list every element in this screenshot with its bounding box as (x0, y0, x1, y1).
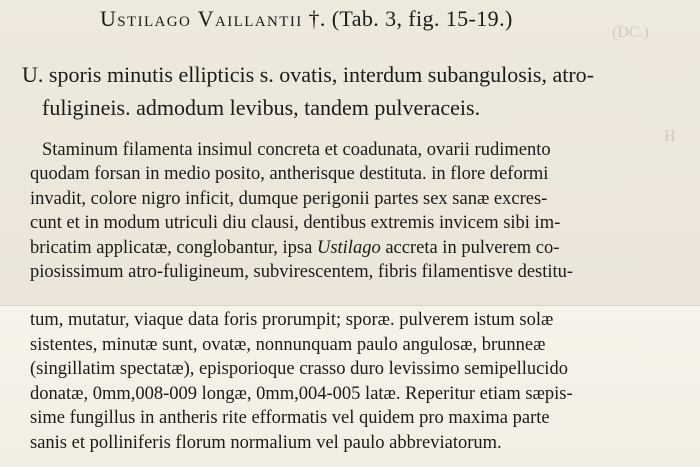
description-line: sistentes, minutæ sunt, ovatæ, nonnunquam paulo angulosæ, brunneæ (30, 335, 546, 355)
species-heading (100, 6, 580, 32)
scan-seam (0, 305, 700, 306)
bleed-through-text: H (664, 128, 676, 145)
description-line: quodam forsan in medio posito, antherisque destituta. in flore deformi (30, 164, 549, 184)
description-line: (singillatim spectatæ), episporioque crasso duro levissimo semipellucido (30, 359, 568, 379)
description-line: donatæ, 0mm,008-009 longæ, 0mm,004-005 latæ. Reperitur etiam sæpis- (30, 384, 573, 404)
description-line (30, 238, 559, 259)
description-line: piosissimum atro-fuligineum, subvirescentem, fibris filamentisve destitu- (30, 262, 574, 282)
plate-reference: †. (Tab. 3, fig. 15-19.) (302, 6, 513, 31)
diagnosis-line: U. sporis minutis ellipticis s. ovatis, interdum subangulosis, atro- (22, 62, 594, 87)
description-line: tum, mutatur, viaque data foris prorumpit; sporæ. pulverem istum solæ (30, 310, 554, 330)
genus-name-italic: Ustilago (316, 238, 381, 258)
description-line: invadit, colore nigro inficit, dumque perigonii partes sex sanæ excres- (30, 189, 548, 209)
description-line: sime fungillus in antheris rite efformatis vel quidem pro maxima parte (30, 408, 550, 428)
description-line: Staminum filamenta insimul concreta et coadunata, ovarii rudimento (42, 140, 551, 160)
species-name: Ustilago Vaillantii (100, 6, 303, 31)
description-line: sanis et polliniferis florum normalium vel paulo abbreviatorum. (30, 433, 502, 453)
bleed-through-text: (DC.) (612, 24, 649, 41)
latin-diagnosis (22, 58, 662, 124)
diagnosis-line: fuligineis. admodum levibus, tandem pulveraceis. (42, 95, 481, 120)
description-text: accreta in pulverem co- (380, 238, 560, 258)
description-text: bricatim applicatæ, conglobantur, ipsa (30, 238, 317, 258)
description-line: cunt et in modum utriculi diu clausi, dentibus extremis invicem sibi im- (30, 213, 561, 233)
